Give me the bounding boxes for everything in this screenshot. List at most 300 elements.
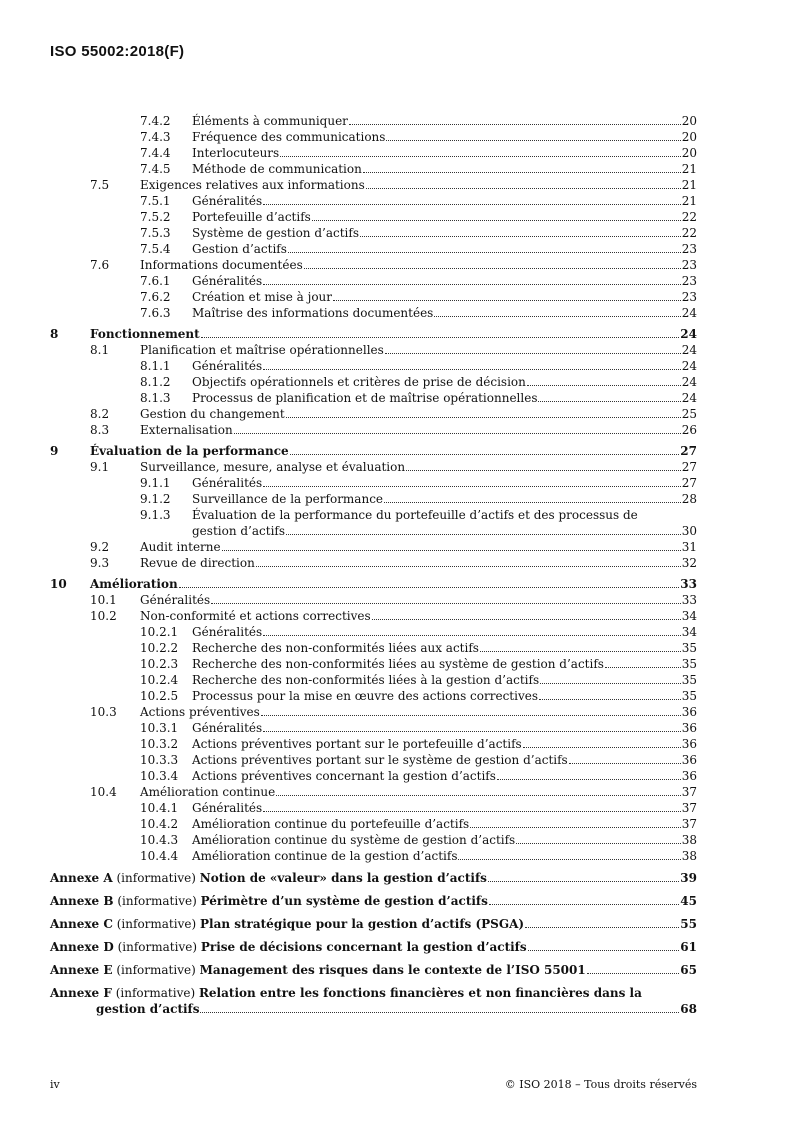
toc-entry-page: 33 — [680, 577, 697, 591]
toc-entry-title: Gestion d’actifs — [192, 242, 287, 256]
toc-entry-page: 35 — [681, 641, 697, 655]
toc-entry[interactable] — [50, 640, 697, 656]
toc-entry[interactable] — [50, 209, 697, 225]
toc-entry-title: Planification et maîtrise opérationnelles — [140, 343, 384, 357]
toc-entry-page: 36 — [681, 769, 697, 783]
annex-page: 61 — [680, 940, 697, 954]
toc-entry[interactable] — [50, 193, 697, 209]
toc-entry-number: 10.4.1 — [140, 801, 179, 815]
toc-entry-line — [192, 816, 697, 832]
toc-entry-title: Généralités — [192, 625, 263, 639]
toc-entry-line — [140, 784, 697, 800]
toc-entry[interactable] — [50, 145, 697, 161]
annex-entry-line1 — [50, 985, 697, 1001]
toc-entry-line — [192, 390, 697, 406]
toc-entry-number: 7.4.5 — [140, 162, 171, 176]
toc-entry-page: 24 — [681, 306, 697, 320]
dot-leader — [263, 476, 681, 487]
dot-leader — [539, 689, 681, 700]
dot-leader — [458, 849, 680, 860]
annex-entry-line — [50, 939, 697, 956]
dot-leader — [304, 258, 681, 269]
toc-entry-title: Fréquence des communications — [192, 130, 386, 144]
toc-entry-line — [192, 374, 697, 390]
dot-leader — [288, 242, 681, 253]
annex-page: 45 — [680, 894, 697, 908]
toc-entry[interactable] — [50, 752, 697, 768]
toc-entry-number: 10.4.2 — [140, 817, 179, 831]
toc-entry[interactable] — [50, 624, 697, 640]
toc-entry[interactable] — [50, 406, 697, 422]
toc-entry-number: 10.3.2 — [140, 737, 179, 751]
annex-title: Prise de décisions concernant la gestion d’actifs — [200, 940, 527, 954]
toc-entry-title: Évaluation de la performance — [90, 444, 289, 458]
toc-entry-title: Généralités — [192, 721, 263, 735]
dot-leader — [569, 753, 681, 764]
toc-entry-number: 7.4.3 — [140, 130, 171, 144]
toc-entry[interactable] — [50, 768, 697, 784]
toc-entry-line — [140, 406, 697, 422]
dot-leader — [280, 146, 681, 157]
dot-leader — [333, 290, 681, 301]
toc-entry-page: 37 — [681, 801, 697, 815]
toc-entry-line — [140, 257, 697, 273]
footer-copyright: © ISO 2018 – Tous droits réservés — [504, 1078, 697, 1091]
dot-leader — [527, 375, 681, 386]
toc-entry-number: 10.2.1 — [140, 625, 179, 639]
toc-entry-title: Amélioration continue — [140, 785, 276, 799]
annex-entry[interactable] — [50, 916, 697, 933]
dot-leader — [538, 391, 680, 402]
toc-entry-title: Amélioration — [90, 577, 178, 591]
toc-entry[interactable] — [50, 507, 697, 523]
dot-leader — [480, 641, 681, 652]
toc-entry-page: 24 — [681, 359, 697, 373]
toc-entry-page: 24 — [680, 327, 697, 341]
toc-entry-title: Généralités — [192, 274, 263, 288]
toc-entry-title: Amélioration continue de la gestion d’actifs — [192, 849, 458, 863]
dot-leader — [234, 423, 681, 434]
annex-heading — [50, 962, 586, 979]
toc-entry-line — [192, 752, 697, 768]
annex-title-continued: gestion d’actifs — [96, 1002, 200, 1016]
toc-entry-page: 31 — [681, 540, 697, 554]
dot-leader — [372, 609, 681, 620]
toc-entry-number: 8.1.1 — [140, 359, 171, 373]
annex-heading — [50, 939, 527, 956]
toc-entry-line — [192, 145, 697, 161]
toc-entry-page: 33 — [681, 593, 697, 607]
toc-entry[interactable] — [50, 736, 697, 752]
toc-entry-page: 27 — [680, 444, 697, 458]
toc-entry[interactable] — [50, 688, 697, 704]
annex-entry-line — [50, 916, 697, 933]
toc-entry[interactable] — [50, 784, 697, 800]
toc-entry-page: 30 — [681, 524, 697, 538]
toc-entry-number: 10 — [50, 577, 67, 591]
toc-entry-line — [192, 656, 697, 672]
toc-entry[interactable] — [50, 704, 697, 720]
annex-page: 39 — [680, 871, 697, 885]
dot-leader — [497, 769, 681, 780]
toc-entry[interactable] — [50, 720, 697, 736]
dot-leader — [263, 359, 681, 370]
toc-entry-line — [192, 241, 697, 257]
toc-entry-number: 10.2.2 — [140, 641, 179, 655]
dot-leader — [179, 577, 680, 588]
dot-leader — [406, 460, 681, 471]
annex-type: (informative) — [117, 940, 198, 954]
toc-entry[interactable] — [50, 576, 697, 592]
toc-entry-page: 20 — [681, 114, 697, 128]
toc-entry-line — [140, 555, 697, 571]
annex-title: Notion de «valeur» dans la gestion d’actifs — [199, 871, 487, 885]
dot-leader — [605, 657, 681, 668]
dot-leader — [385, 343, 681, 354]
annex-entry-line — [50, 870, 697, 887]
toc-entry-title: Généralités — [140, 593, 211, 607]
dot-leader — [525, 917, 679, 928]
toc-entry-line — [192, 273, 697, 289]
toc-entry-line — [192, 640, 697, 656]
toc-entry-number: 10.3.3 — [140, 753, 179, 767]
toc-entry-title: Recherche des non-conformités liées aux actifs — [192, 641, 479, 655]
toc-entry-number: 8.2 — [90, 407, 110, 421]
annex-entry[interactable] — [50, 985, 697, 1017]
toc-entry-page: 32 — [681, 556, 697, 570]
toc-entry-line — [140, 459, 697, 475]
annex-page: 65 — [680, 963, 697, 977]
toc-entry-line — [192, 193, 697, 209]
annex-title: Management des risques dans le contexte de l’ISO 55001 — [199, 963, 586, 977]
toc-entry-title: Non-conformité et actions correctives — [140, 609, 371, 623]
dot-leader — [523, 737, 681, 748]
dot-leader — [263, 274, 681, 285]
toc-entry-number: 9.1 — [90, 460, 110, 474]
toc-entry-title: Système de gestion d’actifs — [192, 226, 359, 240]
toc-entry-number: 8.1.3 — [140, 391, 171, 405]
toc-entry[interactable] — [50, 177, 697, 193]
toc-entry-number: 7.6 — [90, 258, 110, 272]
toc-entry-page: 36 — [681, 721, 697, 735]
toc-entry-title: Surveillance, mesure, analyse et évaluation — [140, 460, 406, 474]
toc-entry-page: 38 — [681, 849, 697, 863]
toc-entry-title: Portefeuille d’actifs — [192, 210, 311, 224]
dot-leader — [201, 327, 680, 338]
toc-entry-number: 10.2.5 — [140, 689, 179, 703]
toc-entry-page: 26 — [681, 423, 697, 437]
document-header: ISO 55002:2018(F) — [50, 43, 185, 60]
annex-entry-line — [50, 893, 697, 910]
dot-leader — [489, 894, 679, 905]
toc-entry-title: Exigences relatives aux informations — [140, 178, 365, 192]
toc-entry-title: Fonctionnement — [90, 327, 200, 341]
annex-entry[interactable] — [50, 893, 697, 910]
toc-entry-number: 8.1.2 — [140, 375, 171, 389]
toc-entry-number: 7.6.1 — [140, 274, 171, 288]
annex-heading — [50, 916, 524, 933]
toc-entry-continuation[interactable] — [50, 523, 697, 539]
dot-leader — [587, 963, 680, 974]
toc-entry-line — [140, 592, 697, 608]
toc-entry-line — [90, 443, 697, 459]
annex-label: Annexe C — [50, 917, 113, 931]
toc-entry-line — [192, 688, 697, 704]
toc-entry-page: 21 — [681, 162, 697, 176]
toc-entry-title: Actions préventives portant sur le système de gestion d’actifs — [192, 753, 568, 767]
toc-entry[interactable] — [50, 832, 697, 848]
dot-leader — [386, 130, 680, 141]
toc-entry-number: 10.4.3 — [140, 833, 179, 847]
dot-leader — [384, 492, 681, 503]
toc-entry-number: 10.3.1 — [140, 721, 179, 735]
toc-entry-line — [192, 161, 697, 177]
toc-entry-title: Actions préventives portant sur le portefeuille d’actifs — [192, 737, 522, 751]
toc-entry[interactable] — [50, 459, 697, 475]
toc-entry-page: 21 — [681, 194, 697, 208]
toc-entry-page: 20 — [681, 130, 697, 144]
annex-entry-line2 — [96, 1001, 697, 1017]
toc-entry-title: Externalisation — [140, 423, 233, 437]
dot-leader — [540, 673, 681, 684]
dot-leader — [363, 162, 681, 173]
toc-entry-title: Interlocuteurs — [192, 146, 280, 160]
toc-entry[interactable] — [50, 129, 697, 145]
toc-entry-title: Éléments à communiquer — [192, 114, 348, 128]
toc-entry-title: Évaluation de la performance du portefeuille d’actifs et des processus de — [192, 508, 638, 522]
toc-entry-number: 10.2 — [90, 609, 117, 623]
toc-entry[interactable] — [50, 113, 697, 129]
annex-type: (informative) — [115, 986, 196, 1000]
toc-entry-number: 7.4.4 — [140, 146, 171, 160]
toc-entry-page: 35 — [681, 657, 697, 671]
toc-entry-title: Informations documentées — [140, 258, 303, 272]
toc-entry[interactable] — [50, 358, 697, 374]
annex-title: Périmètre d’un système de gestion d’actifs — [200, 894, 488, 908]
annex-label: Annexe B — [50, 894, 114, 908]
toc-entry-page: 34 — [681, 625, 697, 639]
dot-leader — [261, 705, 681, 716]
dot-leader — [256, 556, 681, 567]
toc-entry[interactable] — [50, 305, 697, 321]
toc-entry-page: 38 — [681, 833, 697, 847]
toc-entry-page: 25 — [681, 407, 697, 421]
toc-entry-page: 23 — [681, 258, 697, 272]
toc-entry-number: 10.2.4 — [140, 673, 179, 687]
toc-entry-number: 10.3.4 — [140, 769, 179, 783]
toc-entry-number: 10.4 — [90, 785, 117, 799]
toc-entry-line — [192, 720, 697, 736]
toc-entry[interactable] — [50, 656, 697, 672]
annex-label: Annexe D — [50, 940, 114, 954]
toc-entry-title: Gestion du changement — [140, 407, 285, 421]
toc-entry[interactable] — [50, 273, 697, 289]
dot-leader — [488, 871, 679, 882]
annex-page: 68 — [680, 1002, 697, 1016]
dot-leader — [222, 540, 681, 551]
toc-entry-page: 36 — [681, 705, 697, 719]
toc-entry-line — [140, 539, 697, 555]
toc-entry[interactable] — [50, 161, 697, 177]
toc-entry-line — [192, 129, 697, 145]
toc-entry-number: 10.3 — [90, 705, 117, 719]
toc-entry-line — [192, 358, 697, 374]
toc-entry-number: 10.4.4 — [140, 849, 179, 863]
dot-leader — [516, 833, 681, 844]
toc-entry-number: 7.6.2 — [140, 290, 171, 304]
toc-entry[interactable] — [50, 241, 697, 257]
annex-type: (informative) — [116, 963, 196, 977]
dot-leader — [211, 593, 681, 604]
toc-entry-line — [140, 177, 697, 193]
toc-entry[interactable] — [50, 672, 697, 688]
toc-entry-line — [192, 768, 697, 784]
toc-entry-line — [192, 475, 697, 491]
toc-entry[interactable] — [50, 326, 697, 342]
annex-title: Plan stratégique pour la gestion d’actifs (PSGA) — [199, 917, 525, 931]
toc-entry-page: 35 — [681, 689, 697, 703]
toc-entry-title-continued: gestion d’actifs — [192, 524, 285, 538]
annex-entry[interactable] — [50, 939, 697, 956]
toc-entry-number: 8.1 — [90, 343, 110, 357]
toc-entry-line — [192, 305, 697, 321]
dot-leader — [263, 721, 681, 732]
toc-entry[interactable] — [50, 555, 697, 571]
toc-entry[interactable] — [50, 289, 697, 305]
annex-heading — [50, 893, 488, 910]
toc-entry-line — [192, 736, 697, 752]
toc-entry-page: 23 — [681, 242, 697, 256]
toc-entry[interactable] — [50, 422, 697, 438]
toc-entry[interactable] — [50, 374, 697, 390]
toc-entry-page: 24 — [681, 391, 697, 405]
toc-entry-title: Généralités — [192, 801, 263, 815]
dot-leader — [286, 407, 681, 418]
toc-entry-number: 8 — [50, 327, 59, 341]
toc-entry-line — [140, 422, 697, 438]
annex-page: 55 — [680, 917, 697, 931]
toc-entry-line — [192, 289, 697, 305]
dot-leader — [349, 114, 681, 125]
toc-entry-number: 7.4.2 — [140, 114, 171, 128]
annex-label: Annexe A — [50, 871, 113, 885]
toc-entry-page: 37 — [681, 817, 697, 831]
annex-title: Relation entre les fonctions financières et non financières dans la — [198, 986, 642, 1000]
toc-entry-page: 36 — [681, 753, 697, 767]
toc-entry-line — [192, 848, 697, 864]
toc-entry[interactable] — [50, 491, 697, 507]
toc-entry-page: 35 — [681, 673, 697, 687]
toc-entry-page: 24 — [681, 375, 697, 389]
toc-entry[interactable] — [50, 539, 697, 555]
toc-entry-title: Recherche des non-conformités liées au système de gestion d’actifs — [192, 657, 604, 671]
toc-entry[interactable] — [50, 475, 697, 491]
dot-leader — [366, 178, 681, 189]
toc-entry-number: 9.1.1 — [140, 476, 171, 490]
toc-entry[interactable] — [50, 443, 697, 459]
toc-entry-page: 27 — [681, 460, 697, 474]
dot-leader — [276, 785, 680, 796]
toc-entry-number: 7.5.3 — [140, 226, 171, 240]
toc-entry-line — [192, 672, 697, 688]
toc-entry-number: 9.3 — [90, 556, 110, 570]
dot-leader — [290, 444, 680, 455]
toc-entry-title: Recherche des non-conformités liées à la gestion d’actifs — [192, 673, 540, 687]
toc-entry-number: 7.5.4 — [140, 242, 171, 256]
toc-entry-title: Actions préventives — [140, 705, 260, 719]
toc-entry-number: 7.5.1 — [140, 194, 171, 208]
dot-leader — [263, 801, 681, 812]
dot-leader — [263, 625, 681, 636]
toc-entry-number: 7.5.2 — [140, 210, 171, 224]
toc-entry-number: 7.6.3 — [140, 306, 171, 320]
toc-entry-number: 9 — [50, 444, 59, 458]
toc-entry[interactable] — [50, 225, 697, 241]
toc-entry-page: 23 — [681, 274, 697, 288]
annex-entry[interactable] — [50, 962, 697, 979]
toc-entry[interactable] — [50, 592, 697, 608]
dot-leader — [286, 524, 681, 535]
toc-entry[interactable] — [50, 342, 697, 358]
annex-type: (informative) — [116, 917, 197, 931]
dot-leader — [434, 306, 680, 317]
toc-entry-number: 10.1 — [90, 593, 117, 607]
table-of-contents — [50, 113, 697, 1017]
annex-entry[interactable] — [50, 870, 697, 887]
toc-entry-page: 36 — [681, 737, 697, 751]
toc-entry-page: 21 — [681, 178, 697, 192]
toc-entry-page: 20 — [681, 146, 697, 160]
toc-entry[interactable] — [50, 848, 697, 864]
toc-entry-title: Objectifs opérationnels et critères de prise de décision — [192, 375, 526, 389]
toc-entry-number: 10.2.3 — [140, 657, 179, 671]
footer-page-number: iv — [50, 1078, 60, 1091]
toc-entry[interactable] — [50, 608, 697, 624]
toc-entry-title: Généralités — [192, 476, 263, 490]
toc-entry-page: 34 — [681, 609, 697, 623]
toc-entry-line — [192, 491, 697, 507]
annex-type: (informative) — [116, 871, 196, 885]
toc-entry-line — [192, 832, 697, 848]
toc-entry-title: Audit interne — [140, 540, 221, 554]
annex-entry-line — [50, 962, 697, 979]
toc-entry[interactable] — [50, 816, 697, 832]
toc-entry-title: Processus pour la mise en œuvre des actions correctives — [192, 689, 538, 703]
toc-entry-title: Actions préventives concernant la gestion d’actifs — [192, 769, 496, 783]
toc-entry-number: 9.1.2 — [140, 492, 171, 506]
toc-entry[interactable] — [50, 390, 697, 406]
toc-entry-line — [140, 608, 697, 624]
toc-entry-number: 9.2 — [90, 540, 110, 554]
toc-entry-number: 9.1.3 — [140, 508, 171, 522]
toc-entry-number: 7.5 — [90, 178, 110, 192]
toc-entry-page: 24 — [681, 343, 697, 357]
toc-entry-line — [192, 225, 697, 241]
dot-leader — [263, 194, 681, 205]
toc-entry[interactable] — [50, 800, 697, 816]
toc-entry-title: Revue de direction — [140, 556, 255, 570]
toc-entry-title: Création et mise à jour — [192, 290, 333, 304]
toc-entry[interactable] — [50, 257, 697, 273]
dot-leader — [360, 226, 681, 237]
toc-entry-line — [140, 342, 697, 358]
toc-entry-page: 27 — [681, 476, 697, 490]
toc-entry-line — [192, 523, 697, 539]
toc-entry-title: Amélioration continue du portefeuille d’actifs — [192, 817, 470, 831]
annex-heading — [50, 870, 487, 887]
toc-entry-title: Méthode de communication — [192, 162, 362, 176]
toc-entry-page: 22 — [681, 226, 697, 240]
